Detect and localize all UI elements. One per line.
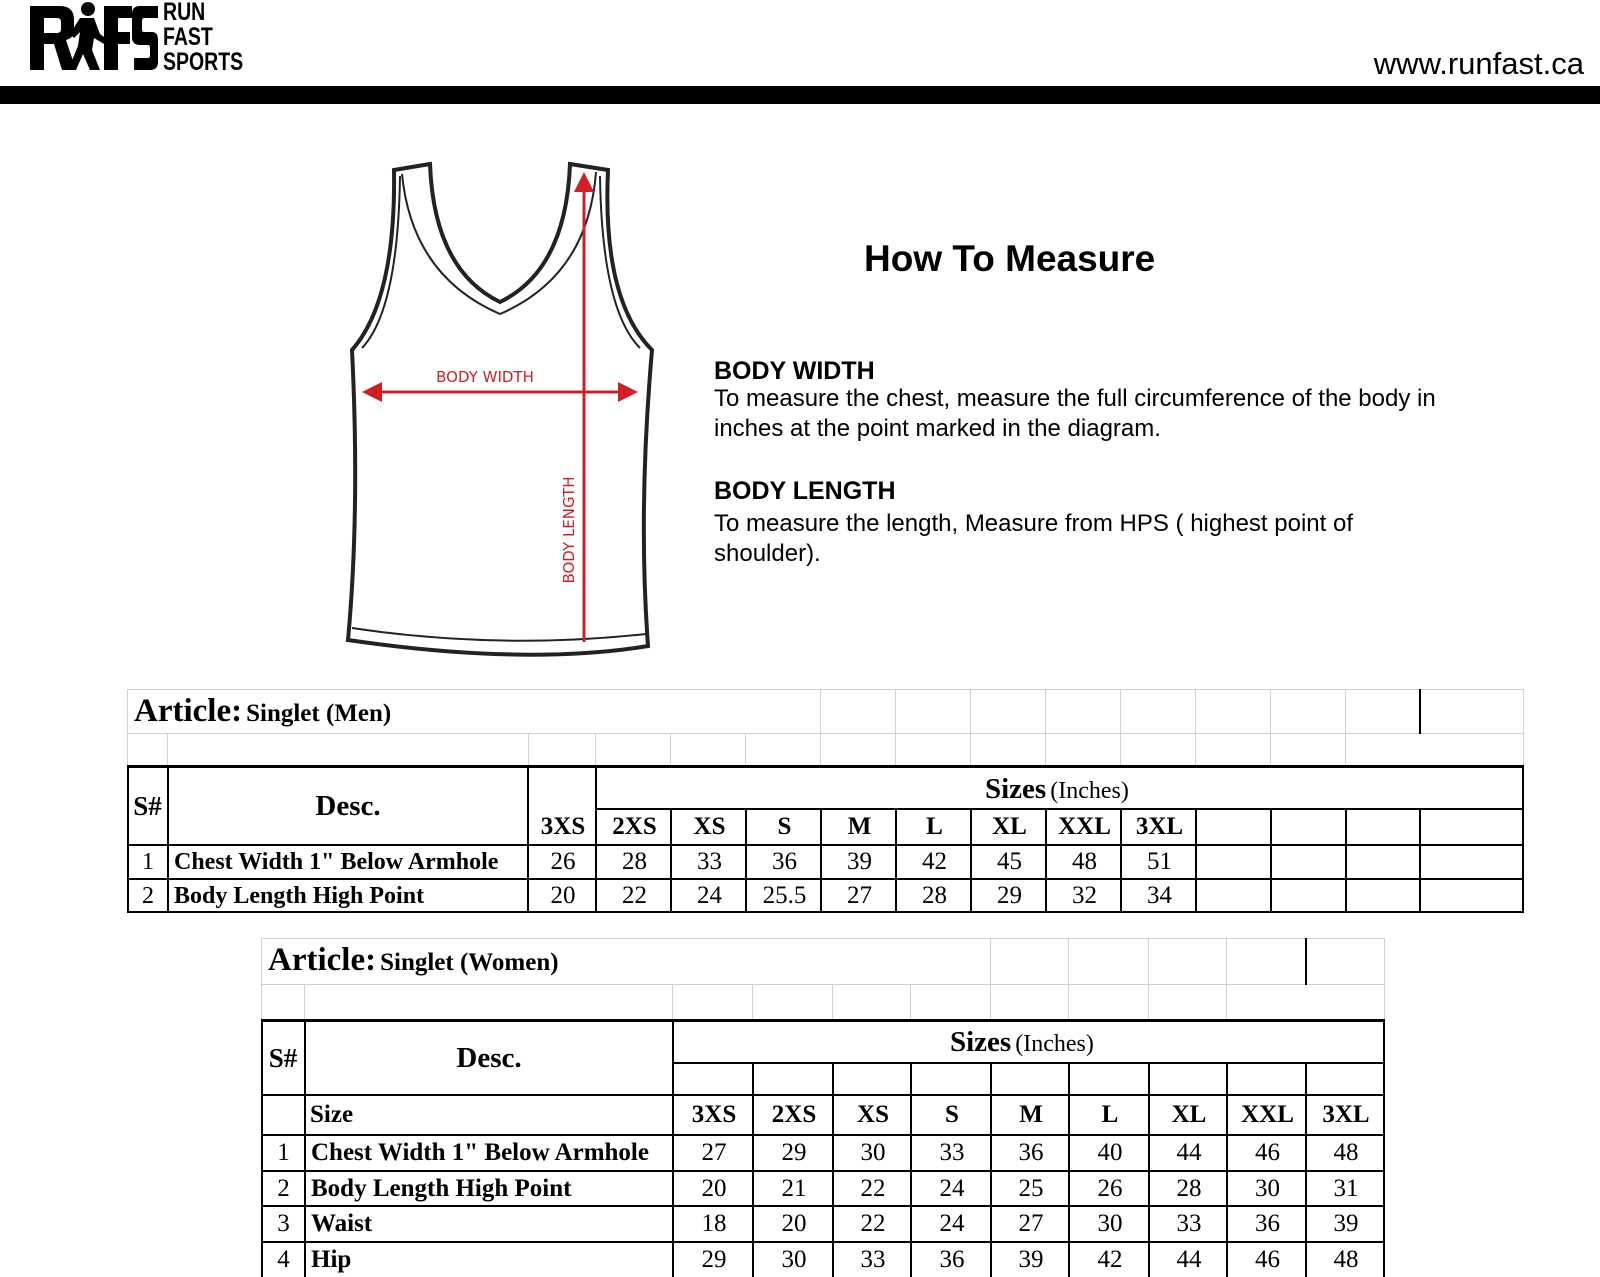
women-row-sn: 1	[277, 1139, 290, 1166]
men-size-header: 3XL	[1135, 813, 1184, 840]
women-table-cell: 39	[1333, 1210, 1359, 1237]
women-table-cell: 29	[701, 1246, 727, 1273]
women-table-cell: 46	[1255, 1246, 1280, 1273]
men-table-cell: 29	[997, 882, 1022, 909]
men-size-header: S	[777, 813, 792, 840]
men-table-cell: 51	[1147, 848, 1172, 875]
women-table-cell: 20	[701, 1175, 727, 1202]
women-size-header: 3XS	[691, 1101, 737, 1128]
women-row-desc: Chest Width 1" Below Armhole	[311, 1139, 649, 1166]
women-sizes-header	[950, 1026, 1094, 1059]
women-row-desc: Hip	[311, 1246, 352, 1273]
men-row-sn: 1	[142, 848, 154, 875]
men-article-label: Article:	[134, 693, 243, 729]
women-table-cell: 22	[860, 1175, 886, 1202]
women-article-label: Article:	[268, 942, 377, 978]
men-table-cell: 36	[772, 848, 797, 875]
men-size-header: 3XS	[540, 813, 586, 840]
body-width-text: To measure the chest, measure the full circumference of the body in inches at the point marked in the diagram.	[714, 385, 1436, 442]
men-col-sn: S#	[133, 790, 162, 821]
women-table-cell: 33	[1176, 1210, 1202, 1237]
men-size-header: M	[847, 813, 872, 840]
men-table-cell: 34	[1147, 882, 1172, 909]
men-article-name: Singlet (Men)	[246, 700, 392, 727]
women-table-cell: 28	[1176, 1175, 1202, 1202]
men-table-cell: 26	[550, 848, 576, 875]
women-table-cell: 22	[860, 1210, 886, 1237]
women-table-cell: 27	[1018, 1210, 1044, 1237]
men-table-cell: 28	[922, 882, 947, 909]
men-row-desc: Body Length High Point	[174, 882, 425, 909]
singlet-diagram	[330, 150, 670, 680]
logo-word: FAST	[163, 23, 213, 51]
women-table-cell: 21	[781, 1175, 807, 1202]
men-row-sn: 2	[142, 882, 154, 909]
men-row-desc: Chest Width 1" Below Armhole	[174, 848, 499, 875]
women-size-header: XS	[857, 1101, 889, 1128]
women-table-cell: 33	[860, 1246, 886, 1273]
women-table-cell: 24	[939, 1210, 965, 1237]
women-table-cell: 25	[1018, 1175, 1044, 1202]
women-sizes-unit: (Inches)	[1015, 1031, 1094, 1057]
women-table-cell: 30	[1255, 1175, 1280, 1202]
men-table-cell: 20	[550, 882, 576, 909]
women-table-cell: 30	[860, 1139, 886, 1166]
men-table-cell: 27	[847, 882, 872, 909]
logo-word: RUN	[163, 0, 206, 26]
women-table-cell: 31	[1333, 1175, 1359, 1202]
how-to-measure-title: How To Measure	[864, 238, 1156, 279]
women-table-cell: 40	[1097, 1139, 1123, 1166]
logo-wordmark	[163, 0, 243, 75]
women-table-cell: 24	[939, 1175, 965, 1202]
men-sizes-unit: (Inches)	[1050, 778, 1129, 804]
logo-word: SPORTS	[163, 48, 244, 76]
women-table-cell: 29	[781, 1139, 807, 1166]
women-table-cell: 36	[939, 1246, 965, 1273]
men-table-cell: 25.5	[762, 882, 807, 909]
women-row-desc: Body Length High Point	[311, 1175, 572, 1202]
women-table-cell: 36	[1255, 1210, 1280, 1237]
women-table-cell: 36	[1018, 1139, 1044, 1166]
body-length-label: BODY LENGTH	[560, 476, 578, 584]
women-table-cell: 30	[781, 1246, 807, 1273]
women-table-cell: 30	[1097, 1210, 1123, 1237]
women-article-name: Singlet (Women)	[380, 949, 559, 976]
women-size-header: XXL	[1241, 1101, 1294, 1128]
women-table-cell: 18	[701, 1210, 727, 1237]
women-col-sn: S#	[268, 1042, 298, 1073]
women-row-sn: 3	[277, 1210, 290, 1237]
men-table-cell: 24	[697, 882, 722, 909]
women-table-cell: 46	[1255, 1139, 1280, 1166]
logo	[30, 0, 158, 74]
men-size-header: XXL	[1058, 813, 1111, 840]
women-size-header: S	[945, 1101, 959, 1128]
women-table-cell: 20	[781, 1210, 807, 1237]
men-table-cell: 42	[922, 848, 947, 875]
women-sizes-label: Sizes	[950, 1026, 1012, 1058]
men-size-header: L	[926, 813, 943, 840]
men-size-header: XL	[992, 813, 1027, 840]
logo-rfs-mark	[30, 0, 158, 74]
body-width-heading: BODY WIDTH	[714, 357, 875, 385]
men-table-cell: 32	[1072, 882, 1097, 909]
women-size-header: M	[1019, 1101, 1043, 1128]
women-size-header: L	[1101, 1101, 1119, 1128]
women-table-cell: 48	[1333, 1246, 1359, 1273]
women-row-sn: 2	[277, 1175, 290, 1202]
women-table-cell: 39	[1018, 1246, 1044, 1273]
men-table-cell: 22	[622, 882, 647, 909]
men-table-cell: 45	[997, 848, 1022, 875]
body-width-label: BODY WIDTH	[436, 368, 534, 386]
women-size-row-label: Size	[310, 1101, 354, 1128]
men-size-header: 2XS	[612, 813, 657, 840]
women-table-cell: 27	[701, 1139, 727, 1166]
body-length-text: To measure the length, Measure from HPS ( highest point of shoulder).	[714, 510, 1353, 567]
women-table-cell: 48	[1333, 1139, 1359, 1166]
women-col-desc: Desc.	[456, 1041, 522, 1074]
women-row-desc: Waist	[311, 1210, 373, 1237]
men-table-cell: 39	[847, 848, 872, 875]
women-table-cell: 44	[1176, 1139, 1202, 1166]
body-length-heading: BODY LENGTH	[714, 477, 896, 505]
men-sizes-label: Sizes	[985, 773, 1047, 805]
men-col-desc: Desc.	[315, 789, 381, 822]
website-url[interactable]: www.runfast.ca	[1373, 46, 1584, 81]
men-sizes-header	[985, 773, 1129, 806]
women-size-header: XL	[1171, 1101, 1207, 1128]
women-table-cell: 42	[1097, 1246, 1123, 1273]
men-article-title	[134, 693, 391, 730]
men-table-cell: 48	[1072, 848, 1097, 875]
men-table-cell: 33	[697, 848, 722, 875]
men-table-cell: 28	[622, 848, 647, 875]
women-size-header: 2XS	[771, 1101, 817, 1128]
women-size-header: 3XL	[1322, 1101, 1370, 1128]
header-divider	[0, 86, 1600, 104]
women-row-sn: 4	[277, 1246, 290, 1273]
women-article-title	[268, 942, 559, 979]
women-table-cell: 33	[939, 1139, 965, 1166]
women-table-cell: 44	[1176, 1246, 1202, 1273]
men-size-header: XS	[693, 813, 726, 840]
women-table-cell: 26	[1097, 1175, 1123, 1202]
singlet-illustration	[330, 150, 670, 680]
